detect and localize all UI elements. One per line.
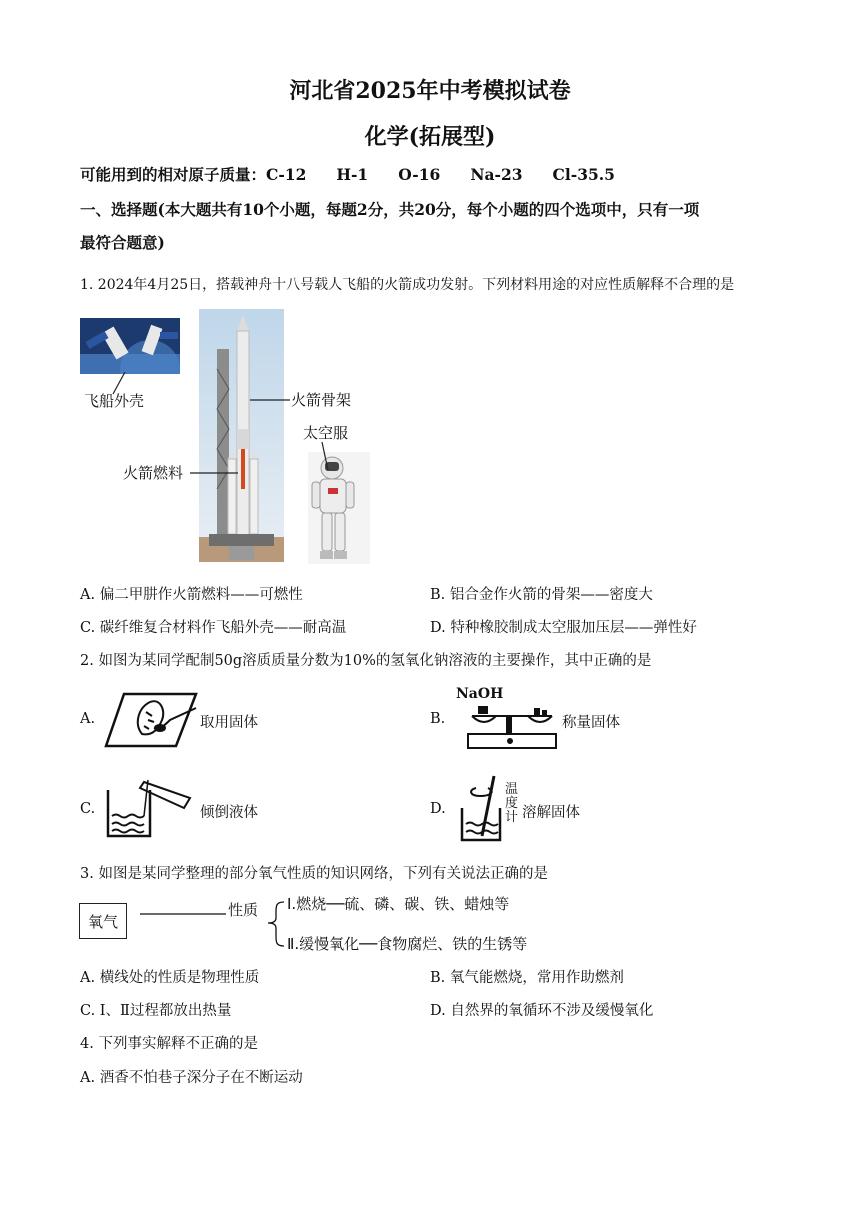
q3-stem: 3. 如图是某同学整理的部分氧气性质的知识网络，下列有关说法正确的是 (80, 866, 548, 882)
branch-slow-oxidation: Ⅱ.缓慢氧化──食物腐烂、铁的生锈等 (287, 935, 528, 953)
q1-option-b[interactable]: B. 铝合金作火箭的骨架——密度大 (430, 587, 653, 603)
mass-h: H-1 (336, 165, 369, 184)
mass-na: Na-23 (470, 165, 523, 184)
label-rocket-frame: 火箭骨架 (291, 391, 352, 409)
branch-combustion: Ⅰ.燃烧──硫、磷、碳、铁、蜡烛等 (287, 895, 510, 913)
q2-option-a-letter[interactable]: A. (80, 711, 96, 727)
oxygen-network-lines (138, 900, 288, 948)
balance-illustration (462, 700, 562, 754)
suit-pointer-line (318, 440, 332, 474)
thermometer-label: 温 度 计 (505, 782, 519, 825)
q1-stem: 1. 2024年4月25日，搭载神舟十八号载人飞船的火箭成功发射。下列材料用途的对应性质解释不合理的是 (80, 277, 735, 293)
label-space-suit: 太空服 (303, 424, 349, 442)
q4-stem: 4. 下列事实解释不正确的是 (80, 1036, 258, 1052)
q3-option-c[interactable]: C. Ⅰ、Ⅱ过程都放出热量 (80, 1003, 232, 1019)
take-solid-illustration (104, 688, 200, 750)
mass-o: O-16 (398, 165, 441, 184)
q4-option-a[interactable]: A. 酒香不怕巷子深分子在不断运动 (80, 1070, 303, 1086)
q3-option-a[interactable]: A. 横线处的性质是物理性质 (80, 970, 260, 986)
fuel-pointer-line (190, 465, 240, 481)
rocket-image (199, 309, 284, 562)
dissolve-solid-illustration (458, 774, 508, 844)
oxygen-property-label: 性质 (228, 901, 259, 919)
q2-option-d-letter[interactable]: D. (430, 801, 446, 817)
spaceship-image (80, 318, 180, 374)
q1-option-a[interactable]: A. 偏二甲肼作火箭燃料——可燃性 (80, 587, 303, 603)
q3-option-b[interactable]: B. 氧气能燃烧，常用作助燃剂 (430, 970, 624, 986)
masses-prefix: 可能用到的相对原子质量： (80, 165, 267, 184)
page-title: 河北省2025年中考模拟试卷 (289, 78, 571, 104)
label-spaceship-shell: 飞船外壳 (84, 392, 145, 410)
q2-stem: 2. 如图为某同学配制50g溶质质量分数为10%的氢氧化钠溶液的主要操作，其中正确的是 (80, 653, 652, 669)
q2-option-b-text[interactable]: 称量固体 (562, 715, 620, 731)
q2-option-a-text[interactable]: 取用固体 (200, 715, 258, 731)
mass-cl: Cl-35.5 (552, 165, 615, 184)
q2-option-c-letter[interactable]: C. (80, 801, 96, 817)
pour-liquid-illustration (104, 776, 194, 840)
section-header-line2: 最符合题意) (80, 233, 165, 252)
q2-option-d-text[interactable]: 溶解固体 (522, 805, 580, 821)
q3-option-d[interactable]: D. 自然界的氧循环不涉及缓慢氧化 (430, 1003, 654, 1019)
q2-option-c-text[interactable]: 倾倒液体 (200, 805, 258, 821)
q1-option-c[interactable]: C. 碳纤维复合材料作飞船外壳——耐高温 (80, 620, 347, 636)
q1-option-d[interactable]: D. 特种橡胶制成太空服加压层——弹性好 (430, 620, 697, 636)
mass-c: C-12 (266, 165, 307, 184)
q2-option-b-letter[interactable]: B. (430, 711, 446, 727)
naoh-label: NaOH (456, 686, 504, 702)
atomic-masses (80, 163, 645, 185)
oxygen-box: 氧气 (79, 903, 127, 939)
label-rocket-fuel: 火箭燃料 (123, 464, 184, 482)
section-header-line1: 一、选择题(本大题共有10个小题，每题2分，共20分，每个小题的四个选项中，只有一项 (80, 200, 700, 219)
frame-pointer-line (250, 392, 292, 408)
page-subtitle: 化学(拓展型) (364, 124, 496, 150)
